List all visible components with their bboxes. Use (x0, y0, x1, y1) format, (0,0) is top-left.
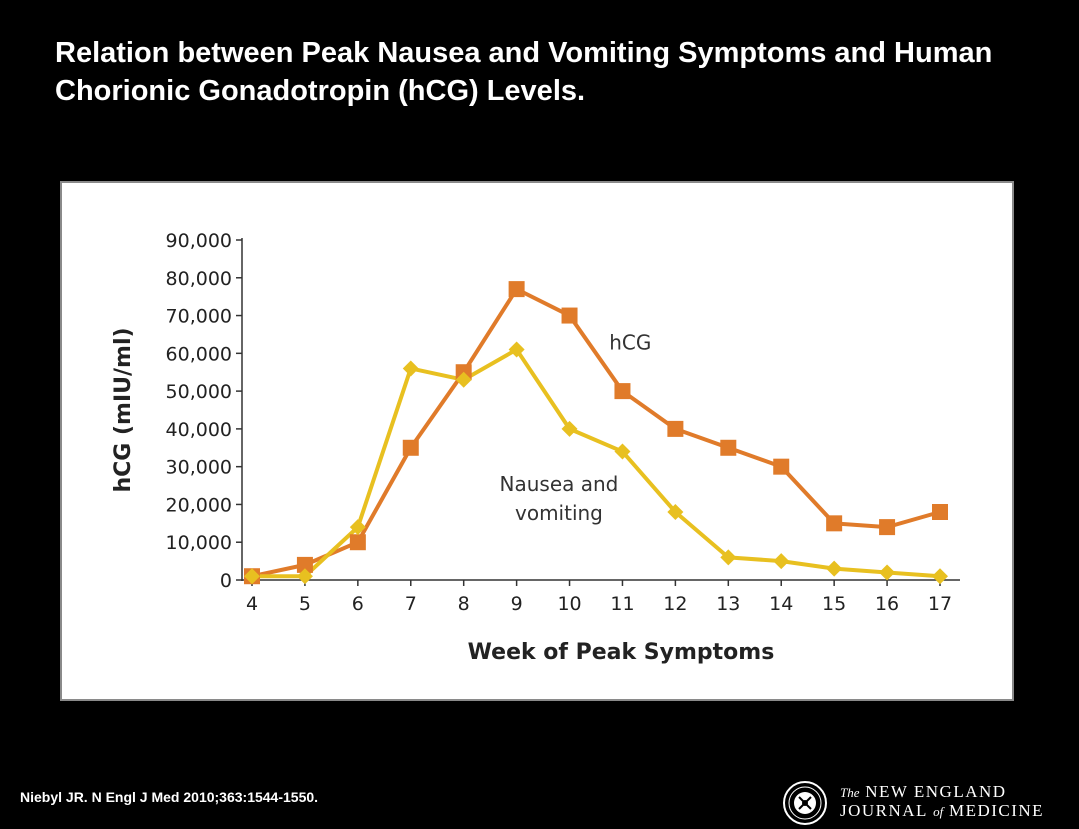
data-point-hcg (667, 421, 683, 437)
data-point-nausea-vomiting (773, 553, 789, 569)
journal-name-main: NEW ENGLAND (865, 782, 1007, 801)
y-axis-title: hCG (mIU/ml) (111, 327, 136, 493)
journal-logo (782, 780, 1072, 826)
x-tick-label: 8 (457, 593, 470, 615)
journal-name-journal: JOURNAL (840, 801, 928, 820)
data-point-nausea-vomiting (826, 561, 842, 577)
data-point-hcg (720, 440, 736, 456)
x-tick-label: 9 (510, 593, 523, 615)
series-label-nausea-vomiting: Nausea and (499, 472, 619, 497)
data-point-hcg (350, 534, 366, 550)
data-point-nausea-vomiting (879, 564, 895, 580)
x-tick-label: 5 (298, 593, 311, 615)
journal-name-prefix: The (840, 785, 860, 800)
y-tick-label: 60,000 (165, 343, 232, 366)
y-tick-label: 80,000 (165, 267, 232, 290)
citation: Niebyl JR. N Engl J Med 2010;363:1544-1550. (20, 789, 319, 805)
journal-name-line2 (840, 801, 1044, 821)
x-tick-label: 10 (557, 593, 582, 615)
y-tick-label: 70,000 (165, 305, 232, 328)
y-tick-label: 20,000 (165, 494, 232, 517)
x-tick-label: 17 (927, 593, 953, 615)
data-point-hcg (932, 504, 948, 520)
data-point-hcg (562, 308, 578, 324)
series-label-nausea-vomiting: vomiting (515, 501, 603, 526)
y-tick-label: 50,000 (165, 381, 232, 404)
x-tick-label: 16 (874, 593, 900, 615)
x-tick-label: 14 (769, 593, 794, 615)
data-point-hcg (509, 281, 525, 297)
x-tick-label: 12 (663, 593, 688, 615)
data-point-hcg (826, 515, 842, 531)
x-tick-label: 15 (822, 593, 847, 615)
journal-name-line1 (840, 782, 1007, 802)
x-tick-label: 7 (404, 593, 417, 615)
data-point-nausea-vomiting (403, 360, 419, 376)
data-point-nausea-vomiting (932, 568, 948, 584)
y-tick-label: 0 (219, 570, 232, 592)
chart-panel (60, 181, 1014, 701)
y-tick-label: 40,000 (165, 418, 232, 441)
y-tick-label: 10,000 (165, 532, 232, 555)
data-point-hcg (879, 519, 895, 535)
series-line-hcg (252, 289, 940, 576)
data-point-hcg (403, 440, 419, 456)
line-chart (62, 183, 1012, 699)
journal-seal-icon (782, 780, 828, 826)
x-axis-title: Week of Peak Symptoms (467, 640, 775, 665)
y-tick-label: 30,000 (165, 456, 232, 479)
slide-title: Relation between Peak Nausea and Vomiting Symptoms and Human Chorionic Gonadotropin (hCG) Levels. (55, 37, 993, 107)
journal-name-of: of (933, 804, 944, 819)
x-tick-label: 6 (351, 593, 364, 615)
x-tick-label: 11 (610, 593, 635, 615)
data-point-hcg (773, 459, 789, 475)
x-tick-label: 13 (716, 593, 741, 615)
data-point-hcg (614, 383, 630, 399)
series-label-hcg: hCG (609, 330, 652, 355)
journal-name-medicine: MEDICINE (948, 801, 1045, 820)
y-tick-label: 90,000 (165, 230, 232, 252)
x-tick-label: 4 (245, 593, 259, 615)
